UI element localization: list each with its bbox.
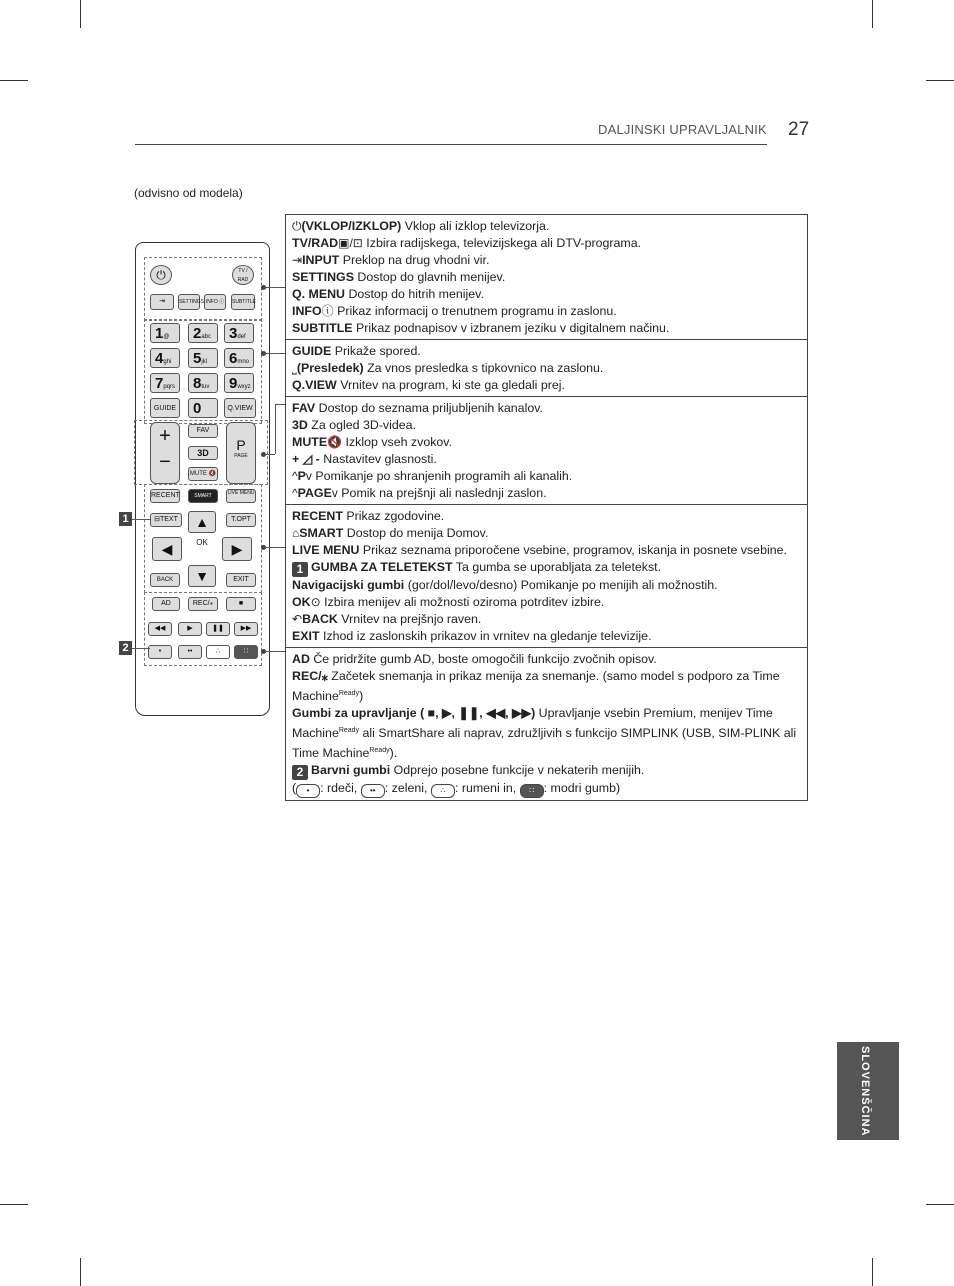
remote-control bbox=[135, 242, 270, 716]
key-label: (VKLOP/IZKLOP) bbox=[301, 219, 402, 233]
key-label: SETTINGS bbox=[292, 270, 354, 284]
desc-row bbox=[292, 542, 801, 559]
group-volume bbox=[134, 420, 268, 485]
desc-row bbox=[292, 594, 801, 611]
desc-row bbox=[292, 668, 801, 705]
desc-row bbox=[292, 780, 801, 798]
desc-text: Preklop na drug vhodni vir. bbox=[339, 253, 490, 267]
digit-label: 1 bbox=[155, 325, 164, 342]
volume-plus-icon: + bbox=[159, 425, 171, 447]
letters-label: ghi bbox=[163, 359, 172, 365]
number-button-4[interactable] bbox=[150, 348, 180, 368]
crop-mark bbox=[926, 1204, 954, 1205]
key-label: EXIT bbox=[292, 629, 320, 643]
blue-button-icon: ∷ bbox=[520, 784, 544, 798]
key-label: Barvni gumbi bbox=[311, 763, 391, 778]
desc-text: : rdeči, bbox=[320, 781, 361, 796]
nav-down-button[interactable]: ▼ bbox=[188, 565, 216, 587]
digit-label: 5 bbox=[193, 350, 202, 367]
live-menu-button[interactable]: LIVE MENU bbox=[226, 489, 256, 503]
subtitle-button[interactable]: SUBTITLE bbox=[231, 294, 255, 310]
desc-row bbox=[292, 577, 801, 594]
key-icon: 🔇 bbox=[327, 435, 343, 449]
desc-row bbox=[292, 235, 801, 252]
digit-label: 6 bbox=[229, 350, 238, 367]
desc-text: ali SmartShare ali naprav, združljivih s funkcijo SIMPLINK (USB, SIM-PLINK ali Time Machine bbox=[292, 726, 797, 761]
desc-text: Nastavitev glasnosti. bbox=[319, 452, 437, 466]
desc-row bbox=[292, 400, 801, 417]
back-button[interactable]: BACK bbox=[150, 573, 180, 587]
tv-rad-button[interactable]: TV / RAD bbox=[232, 265, 254, 285]
language-label: SLOVENŠČINA bbox=[859, 1046, 871, 1137]
model-note: (odvisno od modela) bbox=[134, 186, 243, 200]
green-button-icon: •• bbox=[361, 784, 385, 798]
ad-button[interactable]: AD bbox=[152, 597, 180, 611]
settings-button[interactable]: SETTINGS bbox=[178, 294, 200, 310]
key-label: RECENT bbox=[292, 509, 343, 523]
key-label: P bbox=[297, 469, 306, 483]
section-1 bbox=[286, 339, 807, 396]
desc-row bbox=[292, 451, 801, 468]
info-button[interactable]: INFO ⓘ bbox=[204, 294, 226, 310]
key-label: INPUT bbox=[302, 253, 340, 267]
desc-text: Prikaz podnapisov v izbranem jeziku v digitalnem načinu. bbox=[352, 321, 670, 335]
desc-text: ). bbox=[389, 746, 398, 761]
desc-row bbox=[292, 343, 801, 360]
key-label: INFO bbox=[292, 304, 322, 318]
key-label: LIVE MENU bbox=[292, 543, 360, 557]
letters-label: wxyz bbox=[237, 384, 251, 390]
desc-row bbox=[292, 705, 801, 762]
desc-text: Izbira menijev ali možnosti oziroma potrditev izbire. bbox=[320, 595, 605, 609]
callout-line bbox=[275, 404, 276, 454]
ready-superscript: Ready bbox=[338, 690, 360, 697]
key-label: (Presledek) bbox=[296, 361, 364, 375]
digit-label: 7 bbox=[155, 375, 164, 392]
key-label: MUTE bbox=[292, 435, 328, 449]
key-icon: ^ bbox=[292, 469, 298, 483]
three-d-button[interactable]: 3D bbox=[188, 446, 218, 460]
digit-label: 2 bbox=[193, 325, 202, 342]
desc-text: Prikaže spored. bbox=[331, 344, 421, 358]
smart-button[interactable]: SMART bbox=[188, 489, 218, 503]
crop-mark bbox=[80, 0, 81, 28]
key-label: GUMBA ZA TELETEKST bbox=[311, 560, 453, 574]
number-button-8[interactable] bbox=[188, 373, 218, 393]
digit-label: 8 bbox=[193, 375, 202, 392]
callout-line bbox=[265, 353, 285, 354]
digit-label: 9 bbox=[229, 375, 238, 392]
letters-label: @ bbox=[163, 334, 170, 340]
ready-superscript: Ready bbox=[369, 747, 390, 755]
key-label: FAV bbox=[292, 401, 316, 415]
desc-text: Odprejo posebne funkcije v nekaterih menijih. bbox=[390, 763, 645, 778]
callout-line bbox=[132, 648, 150, 649]
section-3 bbox=[286, 504, 807, 647]
number-button-1[interactable] bbox=[150, 323, 180, 343]
key-label: AD bbox=[292, 652, 310, 666]
pause-button[interactable]: ❚❚ bbox=[206, 622, 230, 636]
exit-button[interactable]: EXIT bbox=[226, 573, 256, 587]
desc-row bbox=[292, 417, 801, 434]
desc-text: Upravljanje vsebin Premium, menijev Time Machine bbox=[292, 706, 773, 741]
callout-line bbox=[265, 287, 285, 288]
key-label: BACK bbox=[302, 612, 338, 626]
section-0 bbox=[286, 215, 807, 339]
key-icon: ▣/⊡ bbox=[338, 236, 363, 250]
desc-text: (gor/dol/levo/desno) Pomikanje po menijih ali možnostih. bbox=[404, 578, 718, 592]
desc-text: Če pridržite gumb AD, boste omogočili funkcijo zvočnih opisov. bbox=[309, 652, 657, 666]
callout-label-2: 2 bbox=[119, 641, 132, 655]
nav-up-button[interactable]: ▲ bbox=[188, 511, 216, 533]
letters-label: def bbox=[237, 334, 246, 340]
number-button-9[interactable] bbox=[224, 373, 254, 393]
key-icon: v bbox=[305, 469, 312, 483]
desc-text: Izbira radijskega, televizijskega ali DTV-programa. bbox=[362, 236, 642, 250]
key-label: 3D bbox=[292, 418, 308, 432]
desc-text: Prikaz seznama priporočene vsebine, programov, iskanja in posnete vsebine. bbox=[359, 543, 787, 557]
desc-row bbox=[292, 434, 801, 451]
number-button-5[interactable] bbox=[188, 348, 218, 368]
desc-row bbox=[292, 360, 801, 377]
yellow-button[interactable]: ∴ bbox=[206, 645, 230, 659]
mute-button[interactable]: MUTE 🔇 bbox=[188, 467, 218, 481]
badge-1: 1 bbox=[292, 562, 308, 577]
desc-row bbox=[292, 468, 801, 485]
key-label: + ◿ - bbox=[292, 452, 320, 466]
desc-row bbox=[292, 559, 801, 577]
desc-text: Pomik na prejšnji ali naslednji zaslon. bbox=[337, 486, 547, 500]
desc-text: Izklop vseh zvokov. bbox=[342, 435, 453, 449]
desc-text: : zeleni, bbox=[384, 781, 431, 796]
desc-row bbox=[292, 485, 801, 502]
number-button-3[interactable] bbox=[224, 323, 254, 343]
desc-row bbox=[292, 611, 801, 628]
callout-line bbox=[132, 519, 150, 520]
zero-button[interactable]: 0 bbox=[188, 398, 218, 418]
key-label: Gumbi za upravljanje bbox=[292, 706, 417, 721]
desc-row bbox=[292, 762, 801, 780]
ready-superscript: Ready bbox=[338, 727, 360, 735]
desc-text: Ta gumba se uporabljata za teletekst. bbox=[452, 560, 662, 574]
callout-line bbox=[265, 547, 285, 548]
section-title: DALJINSKI UPRAVLJALNIK bbox=[598, 122, 767, 137]
desc-text: Za ogled 3D-videa. bbox=[307, 418, 416, 432]
key-label: OK bbox=[292, 595, 311, 609]
key-icon: ⇥ bbox=[292, 253, 303, 267]
desc-text: Vklop ali izklop televizorja. bbox=[401, 219, 550, 233]
desc-text: : rumeni in, bbox=[454, 781, 520, 796]
crop-mark bbox=[926, 80, 954, 81]
volume-minus-icon: − bbox=[159, 451, 171, 473]
desc-row bbox=[292, 628, 801, 645]
key-icon: ⌂ bbox=[292, 526, 300, 540]
desc-row bbox=[292, 286, 801, 303]
key-label: REC/⁎ bbox=[292, 669, 328, 683]
qview-button[interactable]: Q.VIEW bbox=[224, 398, 256, 418]
digit-label: 4 bbox=[155, 350, 164, 367]
section-2 bbox=[286, 396, 807, 504]
desc-text: : modri gumb) bbox=[543, 781, 621, 796]
badge-2: 2 bbox=[292, 765, 308, 780]
blue-button[interactable]: ∷ bbox=[234, 645, 258, 659]
desc-text: Dostop do glavnih menijev. bbox=[353, 270, 506, 284]
guide-button[interactable]: GUIDE bbox=[150, 398, 180, 418]
desc-text: Pomikanje po shranjenih programih ali kanalih. bbox=[311, 469, 573, 483]
group-top bbox=[144, 257, 262, 321]
key-icon: v bbox=[331, 486, 338, 500]
callout-line bbox=[275, 404, 285, 405]
desc-row bbox=[292, 651, 801, 668]
control-icons: ( ■, ▶, ❚❚, ◀◀, ▶▶) bbox=[416, 706, 536, 721]
desc-text: ) bbox=[359, 689, 364, 704]
crop-mark bbox=[872, 1258, 873, 1286]
group-bottom bbox=[144, 592, 262, 666]
fast-forward-button[interactable]: ▶▶ bbox=[234, 622, 258, 636]
number-button-7[interactable] bbox=[150, 373, 180, 393]
crop-mark bbox=[0, 1204, 28, 1205]
topt-button[interactable]: T.OPT bbox=[226, 513, 256, 527]
rec-button[interactable]: REC/⁎ bbox=[188, 597, 218, 611]
paren: ( bbox=[292, 781, 297, 796]
digit-label: 3 bbox=[229, 325, 238, 342]
desc-row bbox=[292, 525, 801, 542]
desc-text: Prikaz zgodovine. bbox=[342, 509, 445, 523]
page-number: 27 bbox=[788, 119, 810, 140]
callout-line bbox=[265, 454, 275, 455]
desc-text: Dostop do seznama priljubljenih kanalov. bbox=[315, 401, 543, 415]
input-button[interactable]: ⇥ bbox=[150, 294, 174, 310]
green-button[interactable]: •• bbox=[178, 645, 202, 659]
nav-right-button[interactable]: ▶ bbox=[222, 537, 252, 561]
desc-text: Vrnitev na prejšnjo raven. bbox=[337, 612, 482, 626]
desc-row bbox=[292, 377, 801, 394]
desc-text: Izhod iz zaslonskih prikazov in vrnitev na gledanje televizije. bbox=[319, 629, 652, 643]
key-icon: ⊙ bbox=[310, 595, 321, 609]
desc-row bbox=[292, 508, 801, 525]
red-button-icon: • bbox=[296, 784, 320, 798]
program-p-label: P bbox=[236, 437, 246, 453]
text-button[interactable]: ⊟TEXT bbox=[150, 513, 182, 527]
page-label: PAGE bbox=[234, 453, 248, 459]
desc-row bbox=[292, 303, 801, 320]
letters-label: abc bbox=[201, 334, 212, 340]
number-button-6[interactable] bbox=[224, 348, 254, 368]
desc-row bbox=[292, 218, 801, 235]
letters-label: mno bbox=[237, 359, 250, 365]
key-icon: ⓘ bbox=[321, 304, 334, 318]
callout-line bbox=[265, 651, 285, 652]
nav-left-button[interactable]: ◀ bbox=[152, 537, 182, 561]
stop-button[interactable]: ■ bbox=[226, 597, 256, 611]
key-icon: ^ bbox=[292, 486, 298, 500]
letters-label: pqrs bbox=[163, 384, 176, 390]
desc-row bbox=[292, 269, 801, 286]
desc-row bbox=[292, 252, 801, 269]
key-label: Navigacijski gumbi bbox=[292, 578, 405, 592]
key-label: TV/RAD bbox=[292, 236, 339, 250]
rewind-button[interactable]: ◀◀ bbox=[148, 622, 172, 636]
key-label: Q.VIEW bbox=[292, 378, 337, 392]
key-icon: ⏻ bbox=[292, 219, 302, 233]
key-label: SUBTITLE bbox=[292, 321, 353, 335]
desc-text: Vrnitev na program, ki ste ga gledali prej. bbox=[336, 378, 565, 392]
crop-mark bbox=[80, 1258, 81, 1286]
desc-text: Dostop do menija Domov. bbox=[343, 526, 489, 540]
desc-text: Začetek snemanja in prikaz menija za snemanje. (samo model s podporo za Time Machine bbox=[292, 669, 780, 704]
key-icon: ↶ bbox=[292, 612, 303, 626]
desc-text: Za vnos presledka s tipkovnico na zaslonu. bbox=[363, 361, 604, 375]
key-label: Q. MENU bbox=[292, 287, 346, 301]
number-button-2[interactable] bbox=[188, 323, 218, 343]
header-divider bbox=[135, 144, 767, 145]
description-table bbox=[285, 214, 808, 801]
desc-text: Prikaz informacij o trenutnem programu in zaslonu. bbox=[333, 304, 617, 318]
fav-button[interactable]: FAV bbox=[188, 424, 218, 438]
desc-row bbox=[292, 320, 801, 337]
letters-label: jkl bbox=[201, 359, 208, 365]
play-button[interactable]: ▶ bbox=[178, 622, 202, 636]
red-button[interactable]: • bbox=[148, 645, 172, 659]
yellow-button-icon: ∴ bbox=[431, 784, 455, 798]
key-label: PAGE bbox=[297, 486, 332, 500]
key-label: GUIDE bbox=[292, 344, 332, 358]
recent-button[interactable]: RECENT bbox=[150, 489, 180, 503]
power-button[interactable]: ⏻ bbox=[150, 265, 172, 285]
crop-mark bbox=[872, 0, 873, 28]
key-icon: ⎵ bbox=[292, 361, 297, 375]
key-label: SMART bbox=[299, 526, 344, 540]
group-smart bbox=[144, 484, 262, 593]
letters-label: tuv bbox=[201, 384, 210, 390]
callout-label-1: 1 bbox=[119, 512, 132, 526]
desc-text: Dostop do hitrih menijev. bbox=[345, 287, 484, 301]
language-tab bbox=[837, 1042, 899, 1140]
ok-button[interactable]: OK bbox=[188, 537, 216, 561]
crop-mark bbox=[0, 80, 28, 81]
section-playback bbox=[286, 647, 807, 800]
